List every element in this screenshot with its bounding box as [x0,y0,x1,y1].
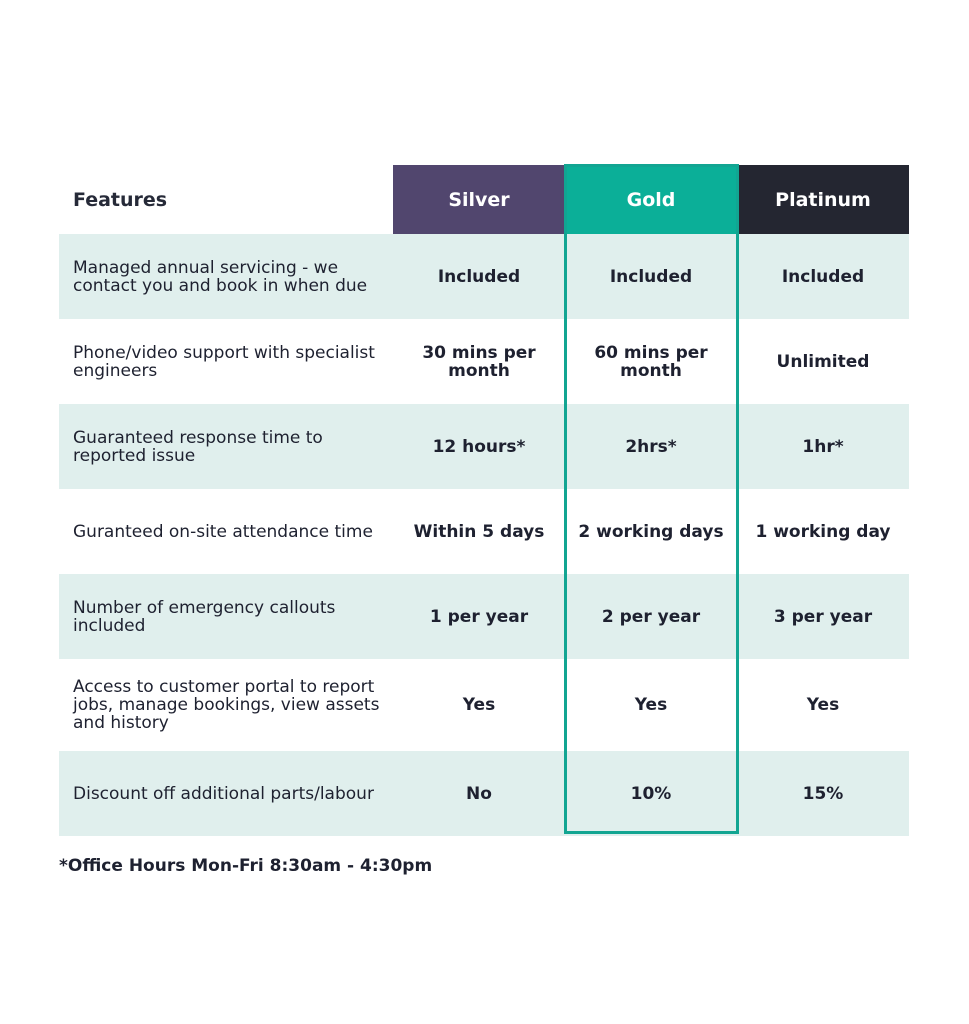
gold-value: 60 mins per month [594,342,708,381]
feature-label: Guranteed on-site attendance time [73,521,373,542]
gold-value: Yes [634,695,668,715]
gold-plan-header: Gold [565,165,737,234]
gold-value: 2 per year [601,606,701,627]
platinum-value: 1 working day [755,521,891,542]
footnote: *Office Hours Mon-Fri 8:30am - 4:30pm [59,856,433,876]
platinum-plan-header: Platinum [737,165,909,234]
platinum-value: Included [781,266,865,287]
feature-label: Guaranteed response time to reported issue [73,427,323,466]
feature-label: Managed annual servicing - we contact you and book in when due [73,257,368,296]
silver-value: 1 per year [429,606,529,627]
platinum-value: 3 per year [773,606,873,627]
table-row [59,574,909,659]
silver-value: No [466,783,492,804]
table-row [59,489,909,574]
silver-value: 12 hours* [432,436,526,457]
silver-value: Yes [462,695,496,715]
gold-value: Included [609,266,693,287]
platinum-value: Yes [806,695,840,715]
platinum-value: 15% [802,783,844,804]
table-row [59,404,909,489]
table-row [59,234,909,319]
feature-label: Phone/video support with specialist engineers [73,342,375,381]
platinum-value: Unlimited [776,351,870,372]
gold-value: 2 working days [578,521,724,542]
feature-label: Discount off additional parts/labour [73,783,374,804]
table-header-row [59,165,909,234]
silver-value: Included [437,266,521,287]
silver-value: 30 mins per month [422,342,536,381]
features-header: Features [73,188,168,211]
gold-value: 10% [630,783,672,804]
silver-plan-header: Silver [393,165,565,234]
feature-label: Access to customer portal to report jobs, manage bookings, view assets and history [73,677,380,733]
table-row [59,319,909,404]
pricing-comparison-table [59,165,909,836]
platinum-value: 1hr* [802,436,844,457]
gold-value: 2hrs* [625,436,677,457]
feature-label: Number of emergency callouts included [73,597,336,636]
table-row [59,751,909,836]
silver-value: Within 5 days [413,521,545,542]
table-row [59,659,909,751]
